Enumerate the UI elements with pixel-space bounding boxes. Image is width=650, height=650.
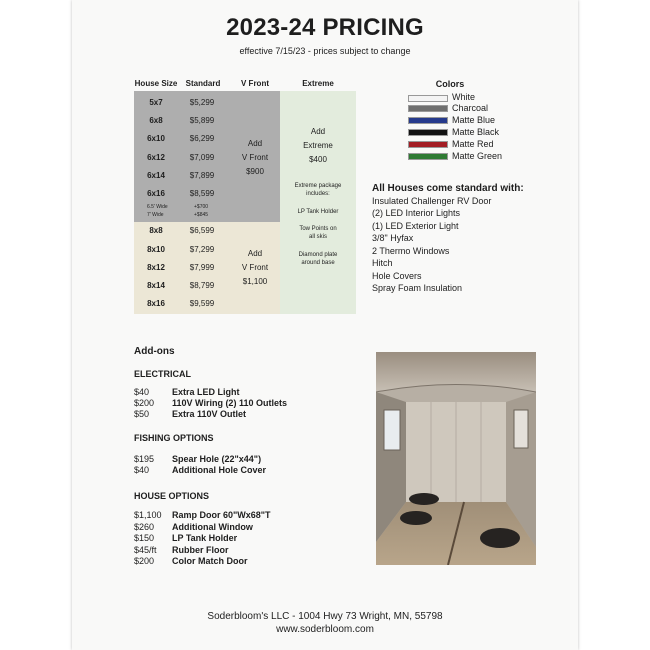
addons-title: Add-ons [134,346,175,357]
extreme-package-item: Tow Points on all skis [299,226,337,240]
price-cell: $9,599 [189,299,215,308]
color-swatch-charcoal [408,105,448,112]
price-cell: $7,299 [189,245,215,254]
addon-label: Spear Hole (22"x44") [172,454,262,464]
color-name: Matte Red [452,139,494,149]
addon-price: $200 [134,398,155,408]
header-house-size: House Size [134,79,178,88]
addon-price: $260 [134,522,155,532]
header-extreme: Extreme [302,79,334,88]
extreme-package-item: Diamond plate around base [298,252,338,266]
color-name: White [452,92,476,102]
standard-feature: Spray Foam Insulation [372,283,463,293]
vfront-add-8ft: Add V Front $1,100 [241,249,269,286]
price-cell: $8,799 [189,281,215,290]
price-sheet [72,0,578,650]
extreme-package-intro: Extreme package includes: [294,183,342,197]
color-swatch-matte-red [408,141,448,148]
footer-website: www.soderbloom.com [276,624,374,635]
interior-photo [376,352,536,565]
standard-feature: Hole Covers [372,271,422,281]
color-swatch-matte-green [408,153,448,160]
extreme-package-item: LP Tank Holder [297,209,339,215]
colors-title: Colors [435,79,465,89]
extreme-add-price: Add Extreme $400 [303,127,333,164]
addon-price: $40 [134,465,150,475]
addon-label: Ramp Door 60"Wx68"T [172,510,271,520]
color-swatch-matte-black [408,129,448,136]
color-name: Matte Blue [452,115,496,125]
addon-label: 110V Wiring (2) 110 Outlets [172,398,287,408]
addon-label: Additional Window [172,522,253,532]
color-name: Charcoal [452,103,489,113]
effective-date-note: effective 7/15/23 - prices subject to change [239,46,411,56]
price-cell: $6,299 [189,134,215,143]
addon-label: Rubber Floor [172,545,229,555]
addon-section-title: FISHING OPTIONS [134,433,214,443]
standard-feature: 2 Thermo Windows [372,246,450,256]
vfront-add-6ft: Add V Front $900 [241,139,269,176]
size-cell: 6x10 [147,134,165,143]
addon-label: LP Tank Holder [172,533,238,543]
page-title: 2023-24 PRICING [226,14,424,41]
addon-label: Extra 110V Outlet [172,409,247,419]
addon-price: $1,100 [134,510,162,520]
addon-price: $40 [134,387,150,397]
color-swatch-matte-blue [408,117,448,124]
standard-feature: (2) LED Interior Lights [372,208,461,218]
price-cell: $7,999 [189,263,215,272]
addon-label: Extra LED Light [172,387,240,397]
standard-feature: 3/8" Hyfax [372,233,414,243]
addon-price: $200 [134,556,155,566]
price-cell: $7,099 [189,153,215,162]
addon-section-title: ELECTRICAL [134,369,191,379]
footer-address: Soderbloom's LLC - 1004 Hwy 73 Wright, MN, 55798 [207,611,443,622]
size-cell: 8x14 [147,281,165,290]
header-standard: Standard [185,79,221,88]
width-note-price: +$845 [194,212,209,218]
price-cell: $6,599 [189,226,215,235]
addon-price: $150 [134,533,155,543]
price-cell: $5,899 [189,116,215,125]
size-cell: 6x12 [147,153,165,162]
size-cell: 6x16 [147,189,165,198]
price-cell: $8,599 [189,189,215,198]
price-cell: $5,299 [189,98,215,107]
addon-price: $195 [134,454,155,464]
color-name: Matte Black [452,127,500,137]
width-note-price: +$700 [194,204,209,210]
standard-feature: (1) LED Exterior Light [372,221,459,231]
size-cell: 6x8 [149,116,163,125]
size-cell: 8x8 [149,226,163,235]
standard-feature: Hitch [372,258,393,268]
width-note-label: 6.5' Wide [147,204,168,210]
addon-price: $50 [134,409,150,419]
color-name: Matte Green [452,151,503,161]
addon-label: Additional Hole Cover [172,465,267,475]
size-cell: 8x16 [147,299,165,308]
addon-label: Color Match Door [172,556,248,566]
addon-section-title: HOUSE OPTIONS [134,491,210,501]
size-cell: 5x7 [149,98,163,107]
addon-price: $45/ft [134,545,157,555]
width-note-label: 7' Wide [147,212,164,218]
header-v-front: V Front [241,79,269,88]
color-swatch-white [408,95,448,102]
standard-feature: Insulated Challenger RV Door [372,196,492,206]
size-cell: 8x12 [147,263,165,272]
size-cell: 6x14 [147,171,165,180]
standard-features-title: All Houses come standard with: [372,183,524,194]
size-cell: 8x10 [147,245,165,254]
price-cell: $7,899 [189,171,215,180]
